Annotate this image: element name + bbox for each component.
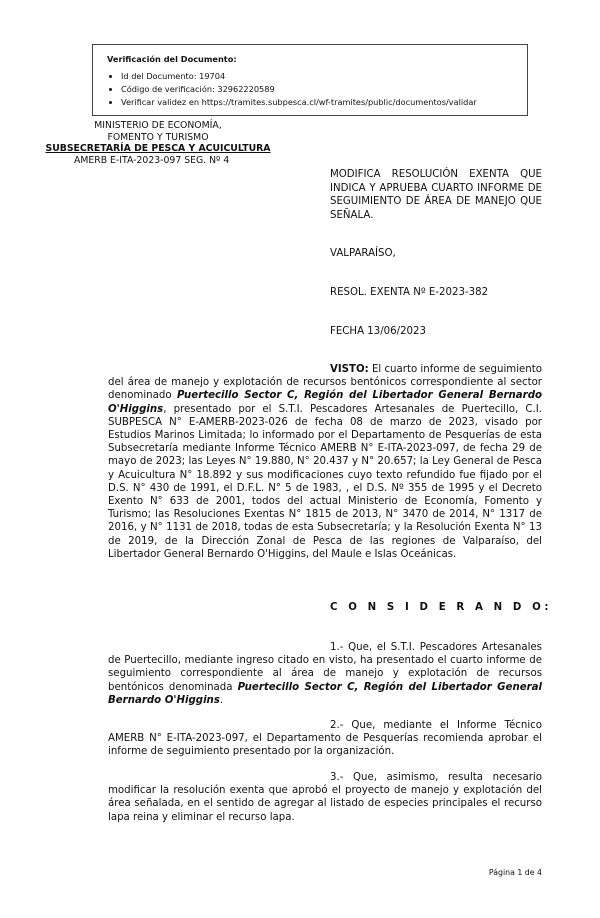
verification-title: Verificación del Documento:	[107, 54, 237, 64]
verification-document-id: • Id del Documento: 19704	[121, 70, 513, 83]
considerando-1-text-2: .	[219, 694, 224, 706]
verification-list	[107, 70, 513, 109]
visto-text-1: El cuarto informe de seguimiento del área de manejo y explotación de recursos bentónicos correspondiente al sector denominado	[108, 364, 542, 402]
visto-paragraph	[108, 363, 542, 561]
visto-text-2: , presentado por el S.T.I. Pescadores Artesanales de Puertecillo, C.I. SUBPESCA N° E-AMERB-2023-026 de fecha 08 de marzo de 2023, visado por Estudios Marinos Limitada; lo informado por el Departamento de Pesquerías de esta Subsecretaría mediante Informe Técnico AMERB N° E-ITA-2023-097, de fecha 29 de mayo de 2023; las Leyes N° 19.880, N° 20.437 y N° 20.657; la Ley General de Pesca y Acuicultura N° 18.892 y sus modificaciones cuyo texto refundido fue fijado por el D.S. N° 430 de 1991, el D.F.L. N° 5 de 1983, , el D.S. Nº 355 de 1995 y el Decreto Exento N° 633 de 2001, todos del actual Ministerio de Economía, Fomento y Turismo; las Resoluciones Exentas N° 1815 de 2013, N° 3470 de 2014, N° 1317 de 2016, y N° 1131 de 2018, todas de esta Subsecretaría; y la Resolución Exenta N° 13 de 2019, de la Dirección Zonal de Pesca de las regiones de Valparaíso, del Libertador General Bernardo O'Higgins, del Maule e Islas Oceánicas.	[108, 403, 542, 560]
verification-code: • Código de verificación: 32962220589	[121, 83, 513, 96]
considerando-1-area-name: Puertecillo Sector C, Región del Libertador General Bernardo O'Higgins	[108, 681, 542, 706]
verification-box	[92, 44, 528, 116]
considerando-paragraph-2: 2.- Que, mediante el Informe Técnico AMERB N° E-ITA-2023-097, el Departamento de Pesquerías recomienda aprobar el informe de seguimiento presentado por la organización.	[108, 720, 542, 758]
considerando-paragraph-3: 3.- Que, asimismo, resulta necesario modificar la resolución exenta que aprobó el proyecto de manejo y explotación del área señalada, en el sentido de agregar al listado de especies principales el recurso lapa reina y eliminar el recurso lapa.	[108, 772, 542, 823]
ministry-line-2: FOMENTO Y TURISMO	[107, 131, 209, 143]
page-number: Página 1 de 4	[488, 868, 542, 877]
resolution-date: FECHA 13/06/2023	[330, 326, 426, 337]
considerando-1-text-1: 1.- Que, el S.T.I. Pescadores Artesanales de Puertecillo, mediante ingreso citado en visto, ha presentado el cuarto informe de seguimiento correspondiente al área de manejo y explotación de recursos bentónicos denominada	[108, 642, 542, 693]
visto-area-name: Puertecillo Sector C, Región del Libertador General Bernardo O'Higgins	[108, 390, 542, 415]
verification-link[interactable]: • Verificar validez en https://tramites.subpesca.cl/wf-tramites/public/documentos/validar	[121, 96, 513, 109]
resolution-number: RESOL. EXENTA Nº E-2023-382	[330, 287, 489, 298]
ministry-header	[36, 120, 280, 166]
visto-label: VISTO:	[330, 364, 369, 375]
considerando-paragraph-1	[108, 641, 542, 707]
ministry-line-1: MINISTERIO DE ECONOMÍA,	[94, 120, 222, 131]
resolution-place: VALPARAÍSO,	[330, 248, 396, 259]
resolution-subject: MODIFICA RESOLUCIÓN EXENTA QUE INDICA Y APRUEBA CUARTO INFORME DE SEGUIMIENTO DE ÁREA DE MANEJO QUE SEÑALA.	[330, 169, 542, 221]
document-reference: AMERB E-ITA-2023-097 SEG. Nº 4	[74, 154, 230, 166]
considerando-heading: C O N S I D E R A N D O:	[330, 602, 553, 613]
subsecretaria-title: SUBSECRETARÍA DE PESCA Y ACUICULTURA	[45, 143, 271, 154]
